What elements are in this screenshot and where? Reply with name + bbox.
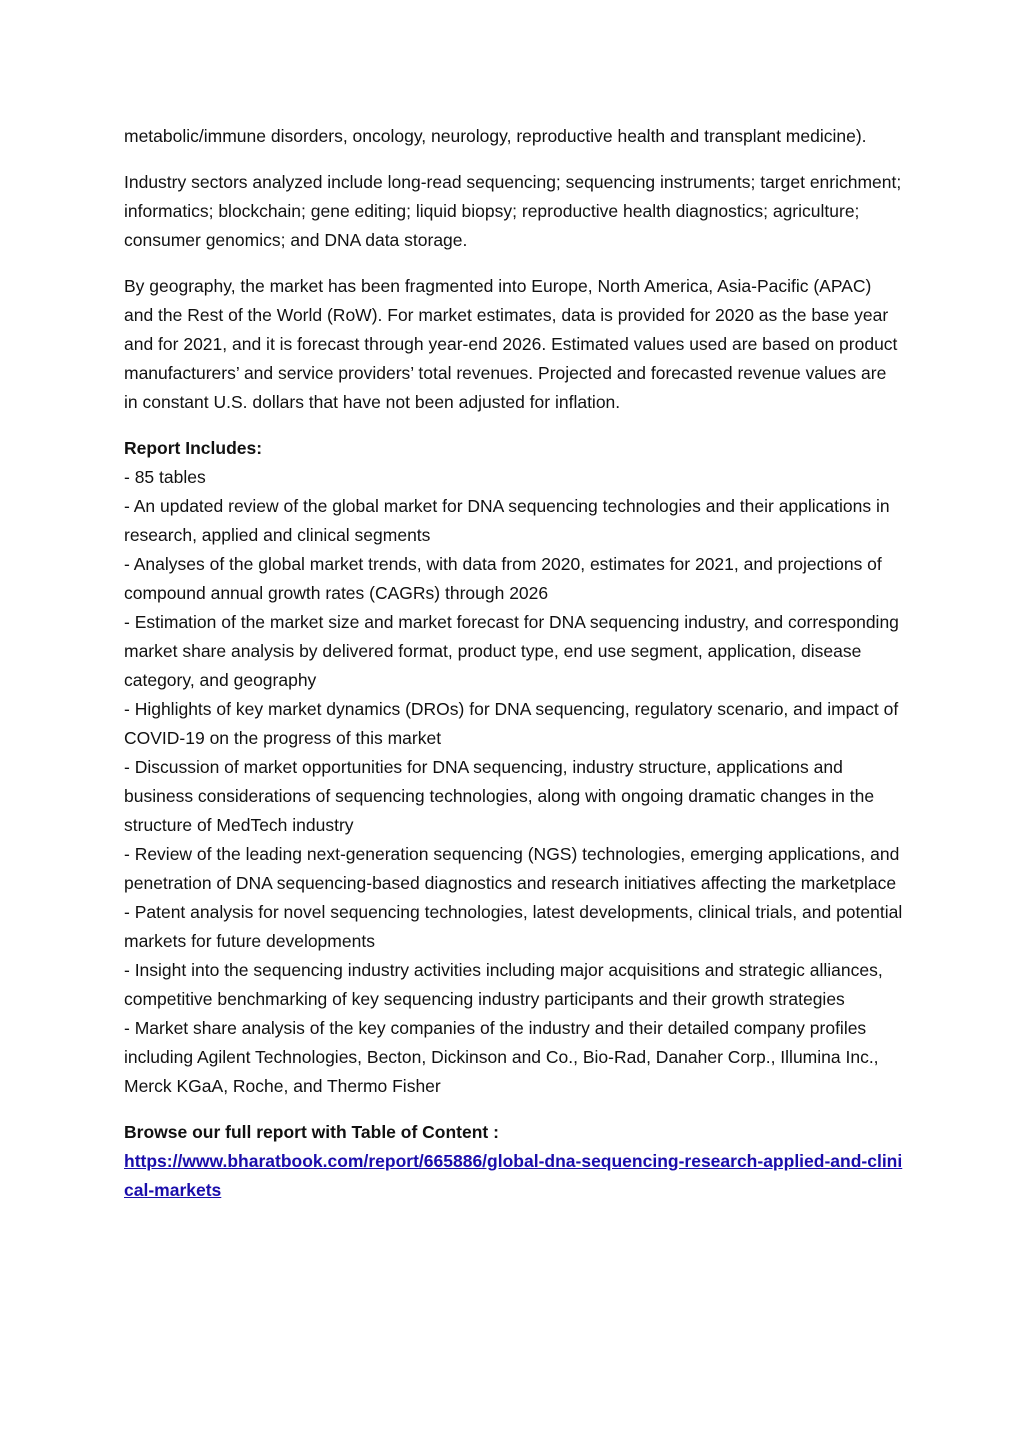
report-item: - Estimation of the market size and market forecast for DNA sequencing industry, and corresponding market share analysis by delivered format, product type, end use segment, application, disease category, and geography	[124, 612, 899, 690]
browse-section	[124, 1118, 904, 1205]
paragraph-disorders: metabolic/immune disorders, oncology, neurology, reproductive health and transplant medicine).	[124, 126, 867, 146]
report-includes-heading: Report Includes:	[124, 438, 263, 458]
report-item: - 85 tables	[124, 467, 206, 487]
report-item: - Highlights of key market dynamics (DROs) for DNA sequencing, regulatory scenario, and impact of COVID-19 on the progress of this market	[124, 699, 899, 748]
report-item: - Analyses of the global market trends, with data from 2020, estimates for 2021, and projections of compound annual growth rates (CAGRs) through 2026	[124, 554, 882, 603]
report-includes-section	[124, 434, 904, 1101]
report-item: - Review of the leading next-generation sequencing (NGS) technologies, emerging applications, and penetration of DNA sequencing-based diagnostics and research initiatives affecting the marketplace	[124, 844, 900, 893]
report-item: - Discussion of market opportunities for DNA sequencing, industry structure, applications and business considerations of sequencing technologies, along with ongoing dramatic changes in the structure of MedTech industry	[124, 757, 875, 835]
paragraph-geography: By geography, the market has been fragmented into Europe, North America, Asia-Pacific (APAC) and the Rest of the World (RoW). For market estimates, data is provided for 2020 as the base year and for 2021, and it is forecast through year-end 2026. Estimated values used are based on product manufacturers’ and service providers’ total revenues. Projected and forecasted revenue values are in constant U.S. dollars that have not been adjusted for inflation.	[124, 276, 898, 412]
report-link[interactable]: https://www.bharatbook.com/report/665886/global-dna-sequencing-research-applied-and-clinical-markets	[124, 1151, 903, 1200]
document-page	[124, 122, 904, 1222]
browse-heading: Browse our full report with Table of Content :	[124, 1122, 499, 1142]
report-item: - Patent analysis for novel sequencing technologies, latest developments, clinical trials, and potential markets for future developments	[124, 902, 903, 951]
report-item: - Insight into the sequencing industry activities including major acquisitions and strategic alliances, competitive benchmarking of key sequencing industry participants and their growth strategies	[124, 960, 883, 1009]
paragraph-industry-sectors: Industry sectors analyzed include long-read sequencing; sequencing instruments; target enrichment; informatics; blockchain; gene editing; liquid biopsy; reproductive health diagnostics; agriculture; consumer genomics; and DNA data storage.	[124, 172, 902, 250]
report-item: - Market share analysis of the key companies of the industry and their detailed company profiles including Agilent Technologies, Becton, Dickinson and Co., Bio-Rad, Danaher Corp., Illumina Inc., Merck KGaA, Roche, and Thermo Fisher	[124, 1018, 879, 1096]
report-item: - An updated review of the global market for DNA sequencing technologies and their applications in research, applied and clinical segments	[124, 496, 890, 545]
